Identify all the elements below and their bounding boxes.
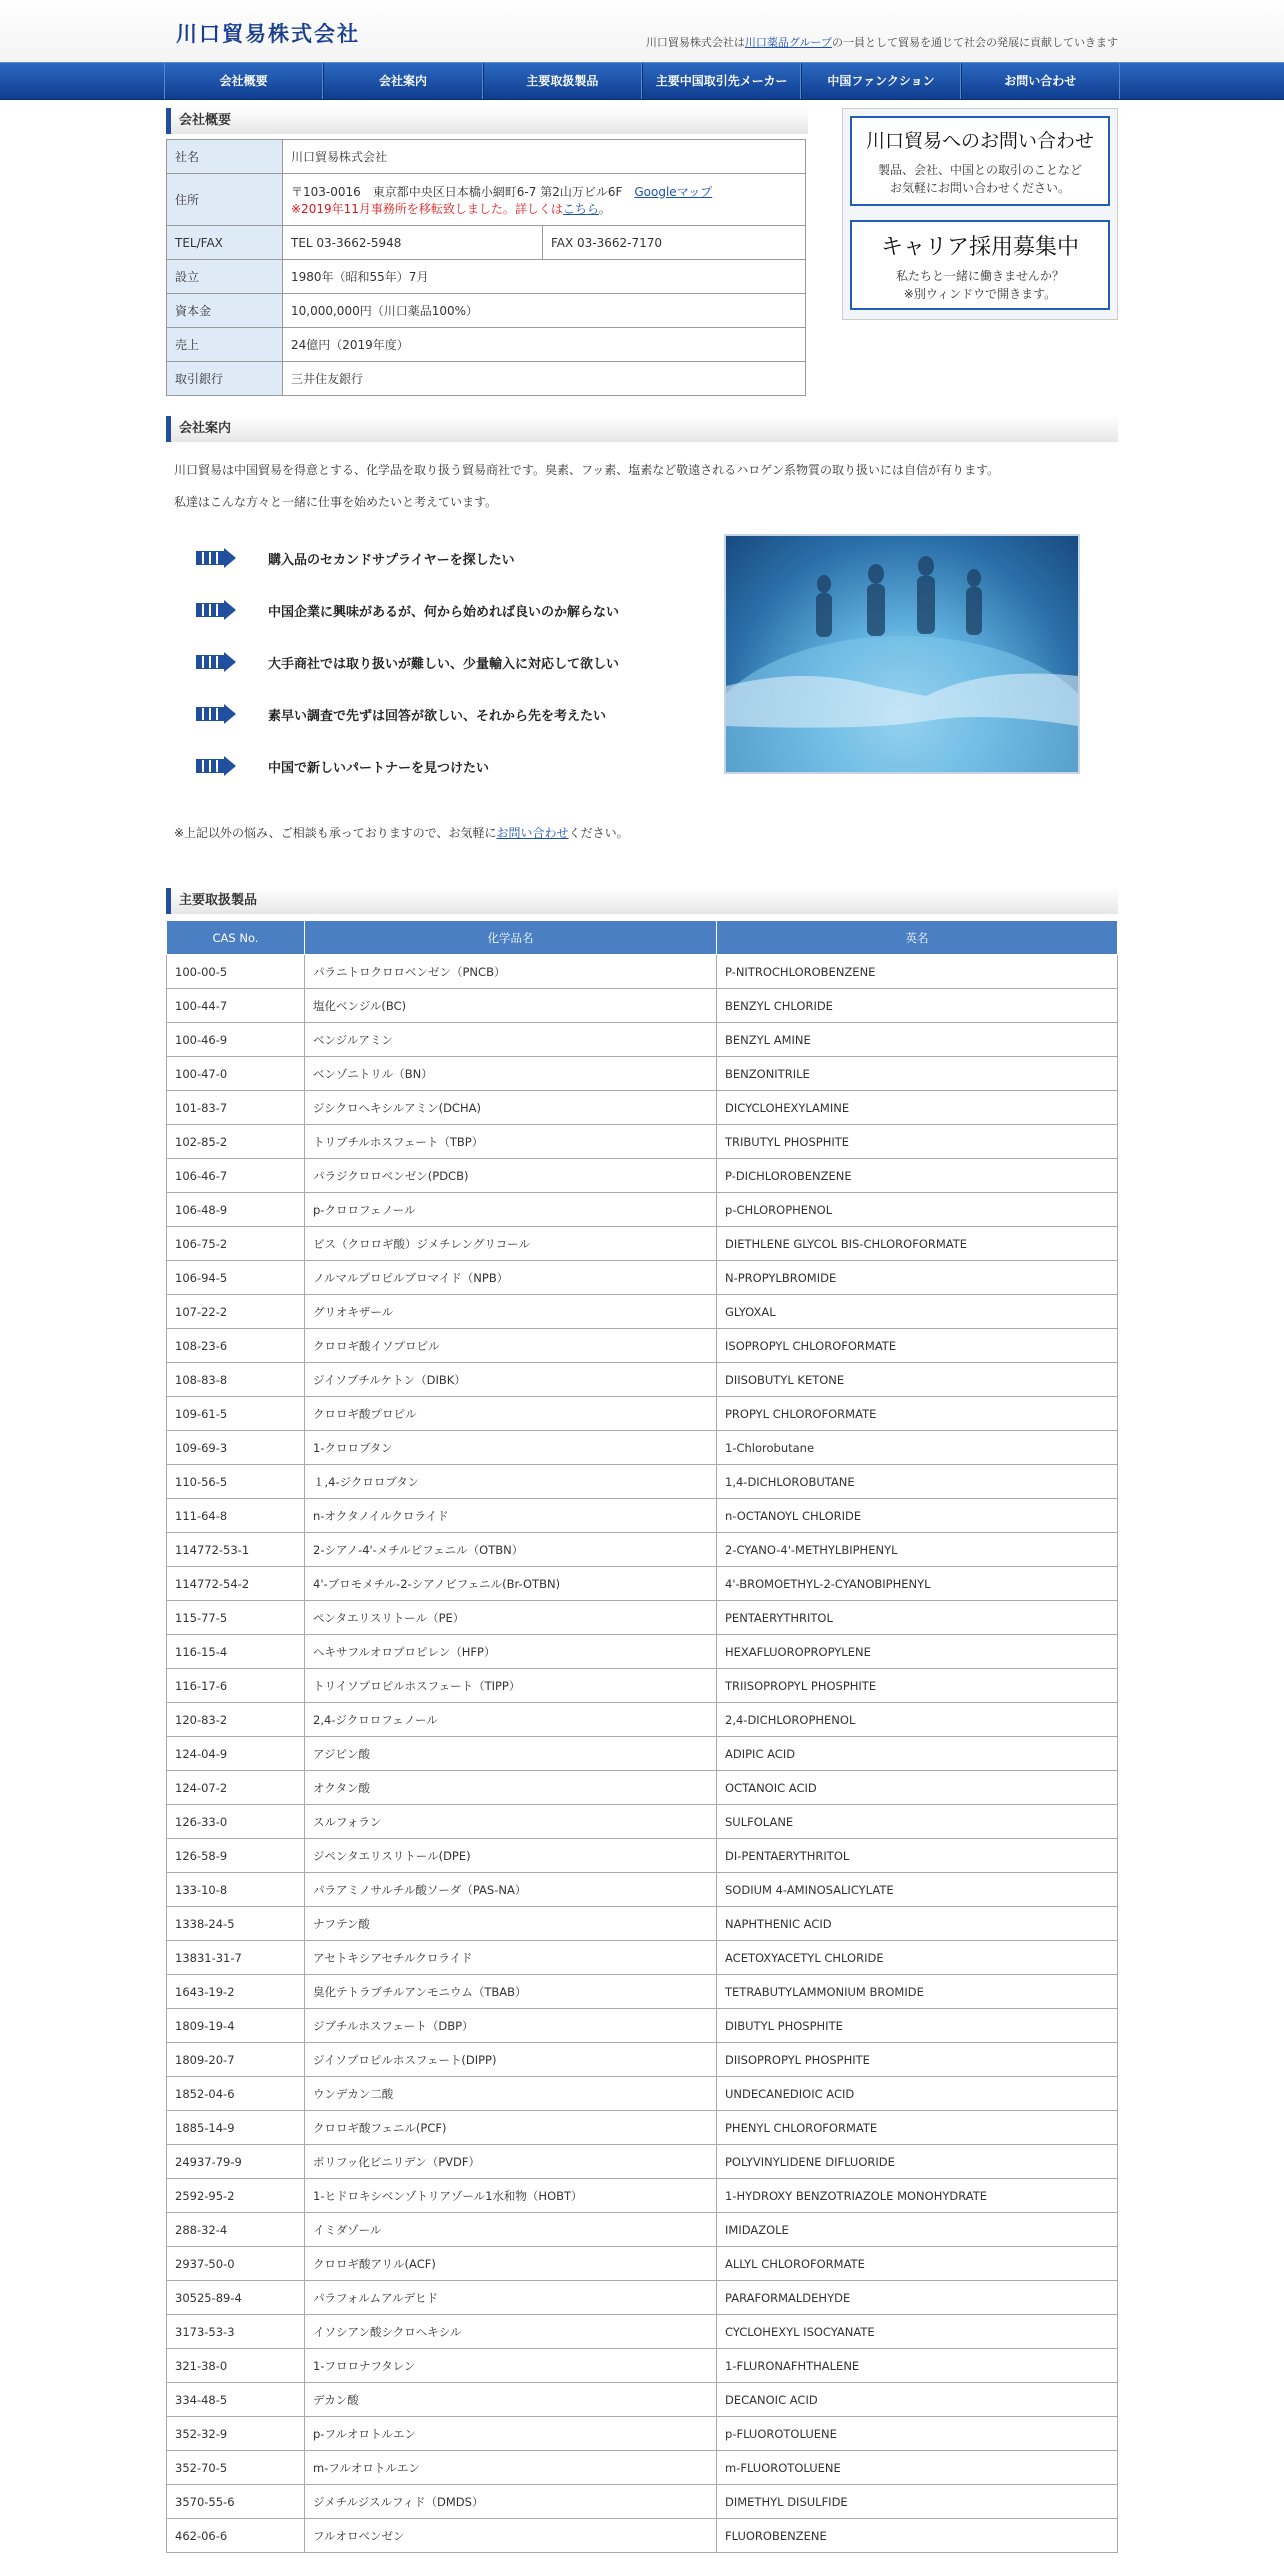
cell-name: 臭化テトラブチルアンモニウム（TBAB） <box>305 1975 717 2009</box>
cell-name: １,4-ジクロロブタン <box>305 1465 717 1499</box>
cell-english: IMIDAZOLE <box>717 2213 1118 2247</box>
table-row <box>167 1975 1118 2009</box>
table-row <box>167 1533 1118 1567</box>
table-row <box>167 1839 1118 1873</box>
cell-english: FLUOROBENZENE <box>717 2519 1118 2553</box>
cell-cas: 102-85-2 <box>167 1125 305 1159</box>
table-row <box>167 2315 1118 2349</box>
cell-cas: 126-33-0 <box>167 1805 305 1839</box>
career-banner[interactable]: キャリア採用募集中 私たちと一緒に働きませんか？ ※別ウィンドウで開きます。 <box>850 220 1110 310</box>
table-row <box>167 989 1118 1023</box>
cell-name: イミダゾール <box>305 2213 717 2247</box>
cell-english: 1-FLURONAFHTHALENE <box>717 2349 1118 2383</box>
cell-english: 1-Chlorobutane <box>717 1431 1118 1465</box>
cell-cas: 106-46-7 <box>167 1159 305 1193</box>
cell-name: クロロギ酸イソプロピル <box>305 1329 717 1363</box>
cell-cas: 107-22-2 <box>167 1295 305 1329</box>
feature-item: 大手商社では取り扱いが難しい、少量輸入に対応して欲しい <box>196 650 619 674</box>
cell-cas: 126-58-9 <box>167 1839 305 1873</box>
cell-cas: 101-83-7 <box>167 1091 305 1125</box>
table-row <box>167 1363 1118 1397</box>
cell-name: スルフォラン <box>305 1805 717 1839</box>
cell-english: PROPYL CHLOROFORMATE <box>717 1397 1118 1431</box>
cell-cas: 100-00-5 <box>167 955 305 989</box>
nav-item-china-function[interactable]: 中国ファンクション <box>801 63 960 99</box>
table-row <box>167 2451 1118 2485</box>
table-row <box>167 2247 1118 2281</box>
cell-english: DIISOBUTYL KETONE <box>717 1363 1118 1397</box>
cell-name: ジイソプロピルホスフェート(DIPP) <box>305 2043 717 2077</box>
cell-english: DIETHLENE GLYCOL BIS-CHLOROFORMATE <box>717 1227 1118 1261</box>
table-row <box>167 2417 1118 2451</box>
cell-cas: 108-23-6 <box>167 1329 305 1363</box>
cell-cas: 106-48-9 <box>167 1193 305 1227</box>
cell-cas: 334-48-5 <box>167 2383 305 2417</box>
cell-name: クロロギ酸アリル(ACF) <box>305 2247 717 2281</box>
group-link[interactable]: 川口薬品グループ <box>744 36 832 49</box>
cell-name: アセトキシアセチルクロライド <box>305 1941 717 1975</box>
cell-english: 4'-BROMOETHYL-2-CYANOBIPHENYL <box>717 1567 1118 1601</box>
cell-cas: 106-94-5 <box>167 1261 305 1295</box>
column-header-english: 英名 <box>717 921 1118 955</box>
cell-english: N-PROPYLBROMIDE <box>717 1261 1118 1295</box>
table-row <box>167 1295 1118 1329</box>
cell-cas: 352-32-9 <box>167 2417 305 2451</box>
table-row <box>167 2145 1118 2179</box>
cell-name: トリブチルホスフェート（TBP） <box>305 1125 717 1159</box>
cell-cas: 30525-89-4 <box>167 2281 305 2315</box>
nav-item-contact[interactable]: お問い合わせ <box>961 63 1120 99</box>
cell-cas: 111-64-8 <box>167 1499 305 1533</box>
cell-name: アジピン酸 <box>305 1737 717 1771</box>
table-row <box>167 2281 1118 2315</box>
cell-cas: 114772-54-2 <box>167 1567 305 1601</box>
cell-cas: 1338-24-5 <box>167 1907 305 1941</box>
cell-english: p-FLUOROTOLUENE <box>717 2417 1118 2451</box>
products-section <box>166 888 1118 2553</box>
cell-english: BENZONITRILE <box>717 1057 1118 1091</box>
company-info-table: 社名 川口貿易株式会社 住所 〒103-0016 東京都中央区日本橋小網町6-7 第2山万ビル6F Googleマップ ※2019年11月事務所を移転致しました。詳しくはこちら。 TEL/FAX TEL 03-3662-5948 FAX 03-3662-7170 設立 1980年（昭和55年）7月 資本金 10,000,000円（川口薬品100%） 売上 24億円（2019年度） 取引銀行 三井住友銀行 <box>166 139 806 396</box>
cell-name: 1-ヒドロキシベンゾトリアゾール1水和物（HOBT） <box>305 2179 717 2213</box>
cell-english: GLYOXAL <box>717 1295 1118 1329</box>
cell-cas: 110-56-5 <box>167 1465 305 1499</box>
cell-name: ジペンタエリスリトール(DPE) <box>305 1839 717 1873</box>
nav-item-overview[interactable]: 会社概要 <box>164 63 323 99</box>
cell-name: 2-シアノ-4'-メチルビフェニル（OTBN） <box>305 1533 717 1567</box>
about-section: 会社案内 川口貿易は中国貿易を得意とする、化学品を取り扱う貿易商社です。臭素、フッ素、塩素など敬遠されるハロゲン系物質の取り扱いには自信が有ります。 私達はこんな方々と一緒に仕事を始めたいと考えています。 購入品のセカンドサプライヤーを探したい 中国企業に興味があるが、何から始めれば良いのか解らない 大手商社では取り扱いが難しい、少量輸入に対応して欲しい 素早い調査で先ずは回答が欲しい、それから先を考えたい 中国で新しいパートナーを見つけたい ※上記以外の悩み、ご相談も承っておりますので、お気軽にお問い合わせください。 <box>166 416 1118 511</box>
cell-english: DI-PENTAERYTHRITOL <box>717 1839 1118 1873</box>
cell-english: UNDECANEDIOIC ACID <box>717 2077 1118 2111</box>
table-row <box>167 1227 1118 1261</box>
table-row <box>167 1431 1118 1465</box>
cell-cas: 288-32-4 <box>167 2213 305 2247</box>
table-row <box>167 1159 1118 1193</box>
cell-name: 2,4-ジクロロフェノール <box>305 1703 717 1737</box>
feature-item: 中国企業に興味があるが、何から始めれば良いのか解らない <box>196 598 619 622</box>
cell-name: デカン酸 <box>305 2383 717 2417</box>
arrow-icon <box>196 704 238 724</box>
cell-english: PARAFORMALDEHYDE <box>717 2281 1118 2315</box>
table-row <box>167 1873 1118 1907</box>
table-row <box>167 1465 1118 1499</box>
table-row <box>167 1635 1118 1669</box>
cell-cas: 116-17-6 <box>167 1669 305 1703</box>
nav-item-about[interactable]: 会社案内 <box>323 63 482 99</box>
cell-name: イソシアン酸シクロヘキシル <box>305 2315 717 2349</box>
cell-english: 1,4-DICHLOROBUTANE <box>717 1465 1118 1499</box>
table-row <box>167 1125 1118 1159</box>
cell-name: m-フルオロトルエン <box>305 2451 717 2485</box>
cell-name: パラフォルムアルデヒド <box>305 2281 717 2315</box>
table-row <box>167 1907 1118 1941</box>
table-row <box>167 1771 1118 1805</box>
cell-english: TETRABUTYLAMMONIUM BROMIDE <box>717 1975 1118 2009</box>
cell-name: ジイソブチルケトン（DIBK） <box>305 1363 717 1397</box>
table-row <box>167 1261 1118 1295</box>
cell-name: 塩化ベンジル(BC) <box>305 989 717 1023</box>
cell-english: NAPHTHENIC ACID <box>717 1907 1118 1941</box>
cell-cas: 321-38-0 <box>167 2349 305 2383</box>
column-header-name: 化学品名 <box>305 921 717 955</box>
cell-cas: 115-77-5 <box>167 1601 305 1635</box>
nav-item-products[interactable]: 主要取扱製品 <box>483 63 642 99</box>
google-map-link[interactable]: Googleマップ <box>634 184 713 199</box>
cell-english: SULFOLANE <box>717 1805 1118 1839</box>
cell-english: BENZYL AMINE <box>717 1023 1118 1057</box>
cell-english: ACETOXYACETYL CHLORIDE <box>717 1941 1118 1975</box>
cell-name: クロロギ酸フェニル(PCF) <box>305 2111 717 2145</box>
cell-cas: 3173-53-3 <box>167 2315 305 2349</box>
moved-detail-link[interactable]: こちら <box>562 201 599 216</box>
cell-english: DICYCLOHEXYLAMINE <box>717 1091 1118 1125</box>
cell-english: TRIBUTYL PHOSPHITE <box>717 1125 1118 1159</box>
cell-name: グリオキザール <box>305 1295 717 1329</box>
cell-english: p-CHLOROPHENOL <box>717 1193 1118 1227</box>
table-row <box>167 2043 1118 2077</box>
cell-english: DIISOPROPYL PHOSPHITE <box>717 2043 1118 2077</box>
table-row <box>167 2519 1118 2553</box>
cell-name: ポリフッ化ビニリデン（PVDF） <box>305 2145 717 2179</box>
inquiry-note: ※上記以外の悩み、ご相談も承っておりますので、お気軽にお問い合わせください。 <box>174 826 629 840</box>
cell-english: CYCLOHEXYL ISOCYANATE <box>717 2315 1118 2349</box>
business-handshake-image <box>724 534 1080 774</box>
cell-english: ISOPROPYL CHLOROFORMATE <box>717 1329 1118 1363</box>
cell-english: P-NITROCHLOROBENZENE <box>717 955 1118 989</box>
cell-english: DECANOIC ACID <box>717 2383 1118 2417</box>
arrow-icon <box>196 600 238 620</box>
contact-banner[interactable]: 川口貿易へのお問い合わせ 製品、会社、中国との取引のことなど お気軽にお問い合わせください。 <box>850 116 1110 206</box>
section-title-overview: 会社概要 <box>166 108 808 134</box>
site-header <box>0 0 1284 62</box>
cell-name: ベンジルアミン <box>305 1023 717 1057</box>
table-row <box>167 1329 1118 1363</box>
main-nav <box>0 62 1284 100</box>
table-row <box>167 1567 1118 1601</box>
cell-english: PHENYL CHLOROFORMATE <box>717 2111 1118 2145</box>
table-row <box>167 955 1118 989</box>
cell-name: パラアミノサルチル酸ソーダ（PAS-NA） <box>305 1873 717 1907</box>
cell-cas: 124-04-9 <box>167 1737 305 1771</box>
cell-name: ナフテン酸 <box>305 1907 717 1941</box>
cell-name: p-フルオロトルエン <box>305 2417 717 2451</box>
cell-english: n-OCTANOYL CHLORIDE <box>717 1499 1118 1533</box>
table-row <box>167 1397 1118 1431</box>
table-row <box>167 2009 1118 2043</box>
feature-list <box>166 546 1118 806</box>
cell-english: 2-CYANO-4'-METHYLBIPHENYL <box>717 1533 1118 1567</box>
table-row <box>167 1023 1118 1057</box>
cell-english: PENTAERYTHRITOL <box>717 1601 1118 1635</box>
table-row <box>167 2111 1118 2145</box>
cell-name: ウンデカン二酸 <box>305 2077 717 2111</box>
cell-cas: 24937-79-9 <box>167 2145 305 2179</box>
table-row <box>167 1737 1118 1771</box>
table-row <box>167 2383 1118 2417</box>
cell-cas: 3570-55-6 <box>167 2485 305 2519</box>
feature-item: 中国で新しいパートナーを見つけたい <box>196 754 489 778</box>
cell-cas: 100-47-0 <box>167 1057 305 1091</box>
table-row <box>167 2485 1118 2519</box>
cell-cas: 2937-50-0 <box>167 2247 305 2281</box>
table-row <box>167 1057 1118 1091</box>
table-row <box>167 1091 1118 1125</box>
table-row <box>167 2349 1118 2383</box>
cell-cas: 120-83-2 <box>167 1703 305 1737</box>
cell-cas: 1809-19-4 <box>167 2009 305 2043</box>
sidebar <box>842 108 1118 320</box>
nav-item-makers[interactable]: 主要中国取引先メーカー <box>642 63 801 99</box>
cell-english: 1-HYDROXY BENZOTRIAZOLE MONOHYDRATE <box>717 2179 1118 2213</box>
cell-cas: 100-44-7 <box>167 989 305 1023</box>
cell-name: ビス（クロロギ酸）ジメチレングリコール <box>305 1227 717 1261</box>
cell-english: HEXAFLUOROPROPYLENE <box>717 1635 1118 1669</box>
table-row <box>167 1703 1118 1737</box>
cell-cas: 109-69-3 <box>167 1431 305 1465</box>
cell-cas: 109-61-5 <box>167 1397 305 1431</box>
cell-cas: 13831-31-7 <box>167 1941 305 1975</box>
cell-cas: 1852-04-6 <box>167 2077 305 2111</box>
table-row <box>167 1669 1118 1703</box>
products-table <box>166 920 1118 2553</box>
cell-english: DIMETHYL DISULFIDE <box>717 2485 1118 2519</box>
table-row <box>167 2077 1118 2111</box>
arrow-icon <box>196 652 238 672</box>
cell-english: m-FLUOROTOLUENE <box>717 2451 1118 2485</box>
cell-english: OCTANOIC ACID <box>717 1771 1118 1805</box>
cell-cas: 116-15-4 <box>167 1635 305 1669</box>
cell-name: ジメチルジスルフィド（DMDS） <box>305 2485 717 2519</box>
table-row <box>167 1499 1118 1533</box>
cell-cas: 352-70-5 <box>167 2451 305 2485</box>
cell-name: 1-フロロナフタレン <box>305 2349 717 2383</box>
cell-cas: 2592-95-2 <box>167 2179 305 2213</box>
cell-name: ノルマルプロピルブロマイド（NPB） <box>305 1261 717 1295</box>
table-row <box>167 1601 1118 1635</box>
cell-name: 4'-ブロモメチル-2-シアノビフェニル(Br-OTBN) <box>305 1567 717 1601</box>
cell-english: TRIISOPROPYL PHOSPHITE <box>717 1669 1118 1703</box>
table-row <box>167 2179 1118 2213</box>
cell-cas: 124-07-2 <box>167 1771 305 1805</box>
table-row <box>167 1193 1118 1227</box>
cell-english: 2,4-DICHLOROPHENOL <box>717 1703 1118 1737</box>
cell-cas: 106-75-2 <box>167 1227 305 1261</box>
cell-english: ALLYL CHLOROFORMATE <box>717 2247 1118 2281</box>
feature-item: 購入品のセカンドサプライヤーを探したい <box>196 546 515 570</box>
cell-cas: 133-10-8 <box>167 1873 305 1907</box>
section-title-products: 主要取扱製品 <box>166 888 1118 914</box>
cell-name: n-オクタノイルクロライド <box>305 1499 717 1533</box>
cell-english: POLYVINYLIDENE DIFLUORIDE <box>717 2145 1118 2179</box>
arrow-icon <box>196 756 238 776</box>
table-row <box>167 1941 1118 1975</box>
main-content <box>166 108 1118 2543</box>
cell-name: トリイソプロピルホスフェート（TIPP） <box>305 1669 717 1703</box>
inquiry-link[interactable]: お問い合わせ <box>496 826 569 840</box>
cell-name: パラニトロクロロベンゼン（PNCB） <box>305 955 717 989</box>
cell-cas: 114772-53-1 <box>167 1533 305 1567</box>
cell-name: ペンタエリスリトール（PE） <box>305 1601 717 1635</box>
cell-name: ジシクロヘキシルアミン(DCHA) <box>305 1091 717 1125</box>
section-title-about: 会社案内 <box>166 416 1118 442</box>
feature-item: 素早い調査で先ずは回答が欲しい、それから先を考えたい <box>196 702 606 726</box>
cell-name: オクタン酸 <box>305 1771 717 1805</box>
site-logo[interactable]: 川口貿易株式会社 <box>176 21 360 46</box>
cell-name: クロロギ酸プロピル <box>305 1397 717 1431</box>
cell-name: ベンゾニトリル（BN） <box>305 1057 717 1091</box>
cell-english: DIBUTYL PHOSPHITE <box>717 2009 1118 2043</box>
table-row <box>167 2213 1118 2247</box>
arrow-icon <box>196 548 238 568</box>
cell-english: ADIPIC ACID <box>717 1737 1118 1771</box>
cell-name: 1-クロロブタン <box>305 1431 717 1465</box>
cell-name: ヘキサフルオロプロピレン（HFP） <box>305 1635 717 1669</box>
cell-english: BENZYL CHLORIDE <box>717 989 1118 1023</box>
cell-cas: 1809-20-7 <box>167 2043 305 2077</box>
cell-cas: 1643-19-2 <box>167 1975 305 2009</box>
cell-name: ジブチルホスフェート（DBP） <box>305 2009 717 2043</box>
cell-cas: 108-83-8 <box>167 1363 305 1397</box>
cell-cas: 1885-14-9 <box>167 2111 305 2145</box>
cell-cas: 100-46-9 <box>167 1023 305 1057</box>
cell-name: フルオロベンゼン <box>305 2519 717 2553</box>
cell-english: SODIUM 4-AMINOSALICYLATE <box>717 1873 1118 1907</box>
cell-cas: 462-06-6 <box>167 2519 305 2553</box>
cell-name: p-クロロフェノール <box>305 1193 717 1227</box>
column-header-cas: CAS No. <box>167 921 305 955</box>
cell-name: パラジクロロベンゼン(PDCB) <box>305 1159 717 1193</box>
cell-english: P-DICHLOROBENZENE <box>717 1159 1118 1193</box>
header-tagline: 川口貿易株式会社は川口薬品グループの一員として貿易を通じて社会の発展に貢献していきます <box>645 36 1118 49</box>
table-row <box>167 1805 1118 1839</box>
